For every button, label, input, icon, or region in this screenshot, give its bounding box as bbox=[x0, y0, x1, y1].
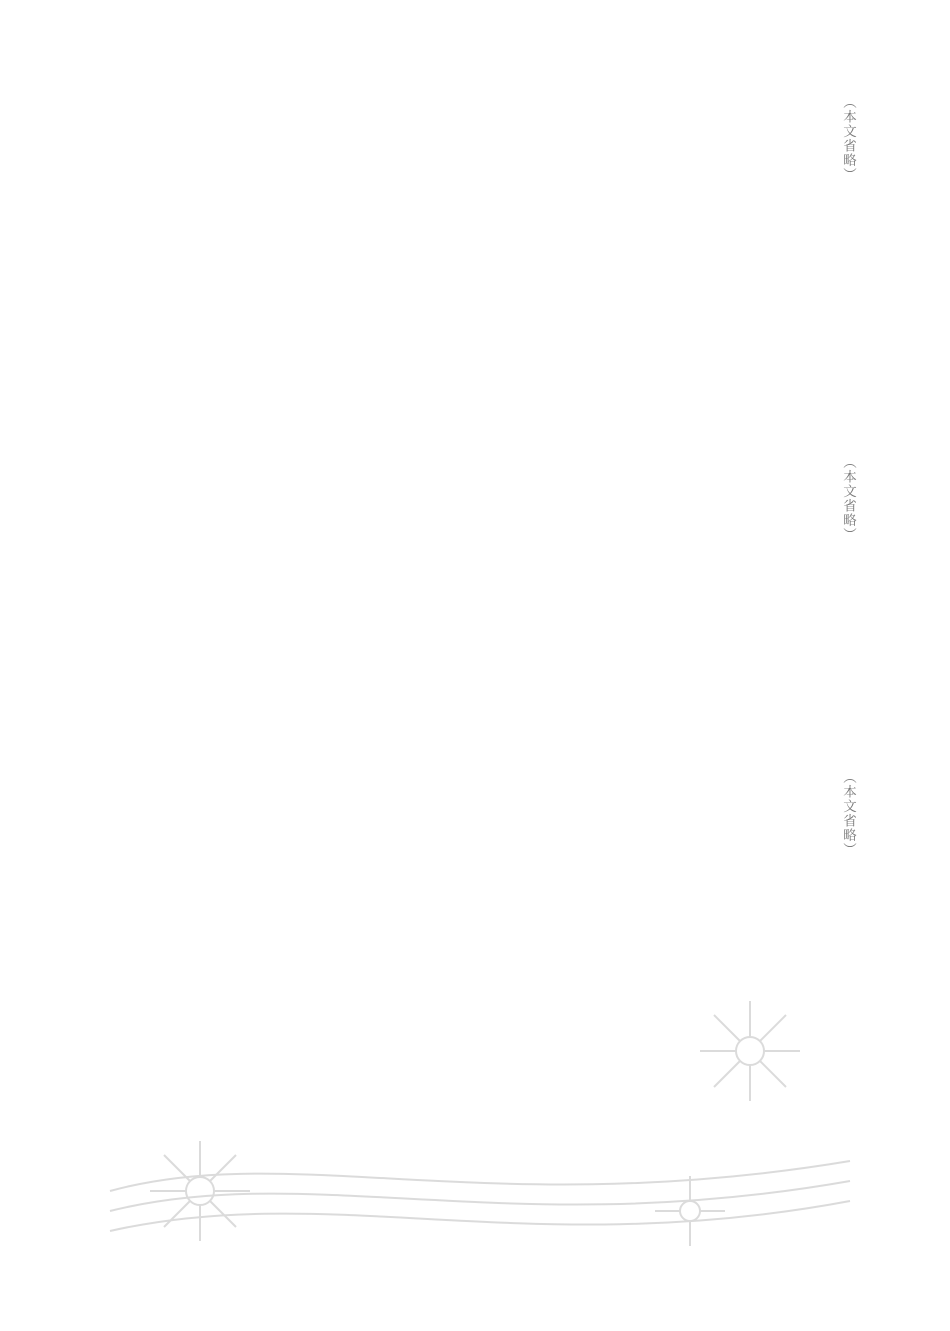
text-lines bbox=[100, 95, 860, 330]
text-tier-top bbox=[100, 95, 860, 330]
body-text: （本文省略） bbox=[840, 95, 856, 182]
body-text: （本文省略） bbox=[840, 770, 856, 857]
text-tier-middle bbox=[100, 455, 860, 695]
text-tier-bottom bbox=[100, 770, 860, 1010]
body-text: （本文省略） bbox=[840, 455, 856, 542]
text-lines bbox=[100, 455, 860, 695]
text-lines bbox=[100, 770, 860, 1010]
